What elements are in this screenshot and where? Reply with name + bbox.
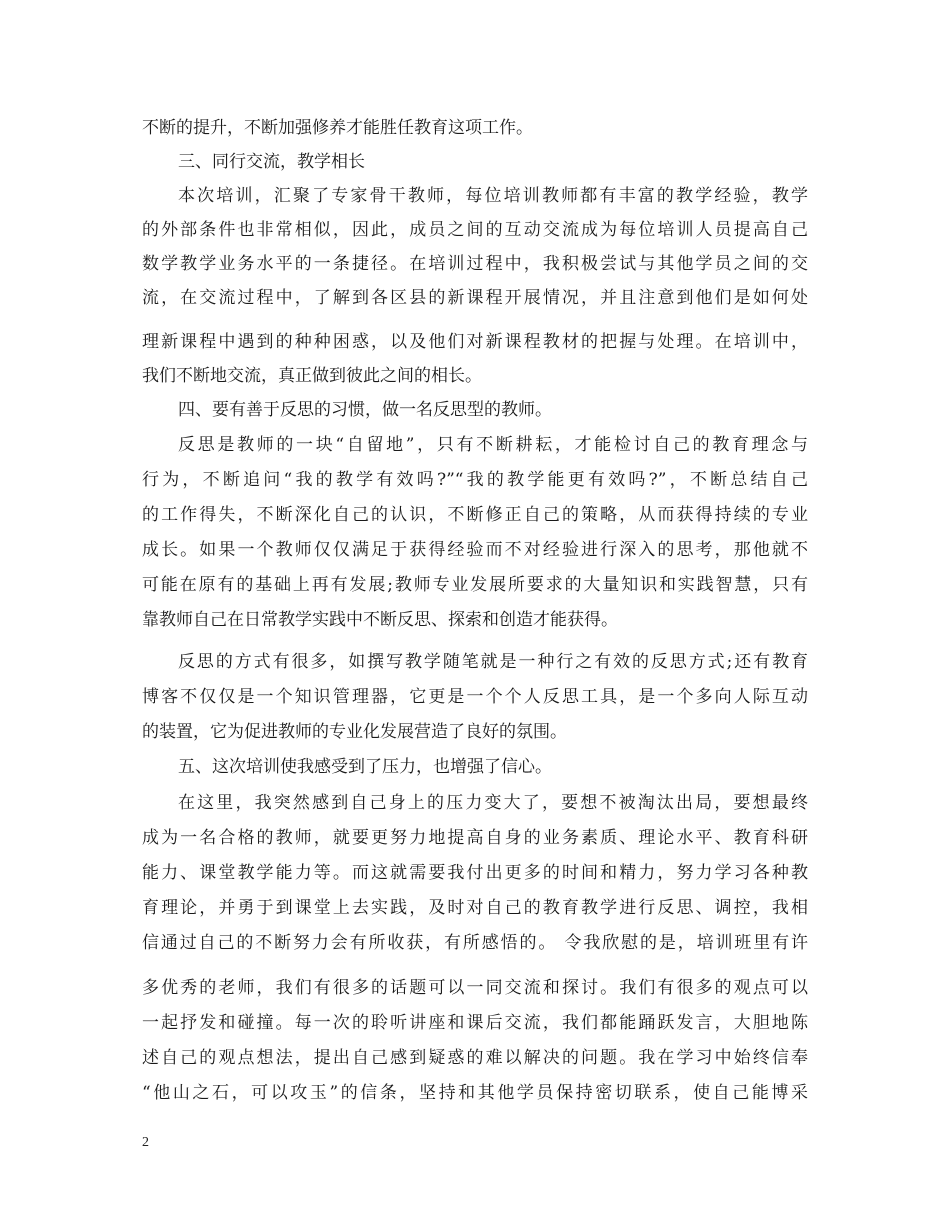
text-line: 的外部条件也非常相似，因此，成员之间的互动交流成为每位培训人员提高自己: [142, 220, 808, 240]
text-line: 靠教师自己在日常教学实践中不断反思、探索和创造才能获得。: [142, 610, 618, 630]
text-line: 博客不仅仅是一个知识管理器，它更是一个个人反思工具，是一个多向人际互动: [142, 687, 808, 707]
text-line: 数学教学业务水平的一条捷径。在培训过程中，我积极尝试与其他学员之间的交: [142, 254, 808, 274]
text-line: 我们不断地交流，真正做到彼此之间的相长。: [142, 366, 482, 386]
text-line: 育理论，并勇于到课堂上去实践，及时对自己的教育教学进行反思、调控，我相: [142, 898, 808, 918]
section-heading: 三、同行交流，教学相长: [178, 152, 365, 172]
text-line: 流，在交流过程中，了解到各区县的新课程开展情况，并且注意到他们是如何处: [142, 288, 808, 308]
text-line: 理新课程中遇到的种种困惑，以及他们对新课程教材的把握与处理。在培训中，: [142, 332, 808, 352]
page-number: 2: [142, 1135, 149, 1150]
text-line: 的工作得失，不断深化自己的认识，不断修正自己的策略，从而获得持续的专业: [142, 505, 808, 525]
text-line: 可能在原有的基础上再有发展;教师专业发展所要求的大量知识和实践智慧，只有: [142, 575, 808, 595]
text-line: 一起抒发和碰撞。每一次的聆听讲座和课后交流，我们都能踊跃发言，大胆地陈: [142, 1013, 808, 1033]
section-heading: 四、要有善于反思的习惯，做一名反思型的教师。: [178, 400, 552, 420]
text-line: 行为，不断追问“我的教学有效吗?”“我的教学能更有效吗?”，不断总结自己: [142, 470, 808, 490]
text-line: 信通过自己的不断努力会有所收获，有所感悟的。 令我欣慰的是，培训班里有许: [142, 933, 808, 953]
text-line: 不断的提升，不断加强修养才能胜任教育这项工作。: [142, 118, 533, 138]
text-line: 反思的方式有很多，如撰写教学随笔就是一种行之有效的反思方式;还有教育: [178, 652, 808, 672]
text-line: 反思是教师的一块“自留地”，只有不断耕耘，才能检讨自己的教育理念与: [178, 435, 808, 455]
text-line: 多优秀的老师，我们有很多的话题可以一同交流和探讨。我们有很多的观点可以: [142, 978, 808, 998]
text-line: 在这里，我突然感到自己身上的压力变大了，要想不被淘汰出局，要想最终: [178, 793, 808, 813]
text-line: 的装置，它为促进教师的专业化发展营造了良好的氛围。: [142, 722, 567, 742]
text-line: 成长。如果一个教师仅仅满足于获得经验而不对经验进行深入的思考，那他就不: [142, 540, 808, 560]
section-heading: 五、这次培训使我感受到了压力，也增强了信心。: [178, 757, 552, 777]
text-line: 本次培训，汇聚了专家骨干教师，每位培训教师都有丰富的教学经验，教学: [178, 186, 808, 206]
text-line: “他山之石，可以攻玉”的信条，坚持和其他学员保持密切联系，使自己能博采: [142, 1083, 808, 1103]
text-line: 述自己的观点想法，提出自己感到疑惑的难以解决的问题。我在学习中始终信奉: [142, 1048, 808, 1068]
text-line: 成为一名合格的教师，就要更努力地提高自身的业务素质、理论水平、教育科研: [142, 828, 808, 848]
text-line: 能力、课堂教学能力等。而这就需要我付出更多的时间和精力，努力学习各种教: [142, 863, 808, 883]
